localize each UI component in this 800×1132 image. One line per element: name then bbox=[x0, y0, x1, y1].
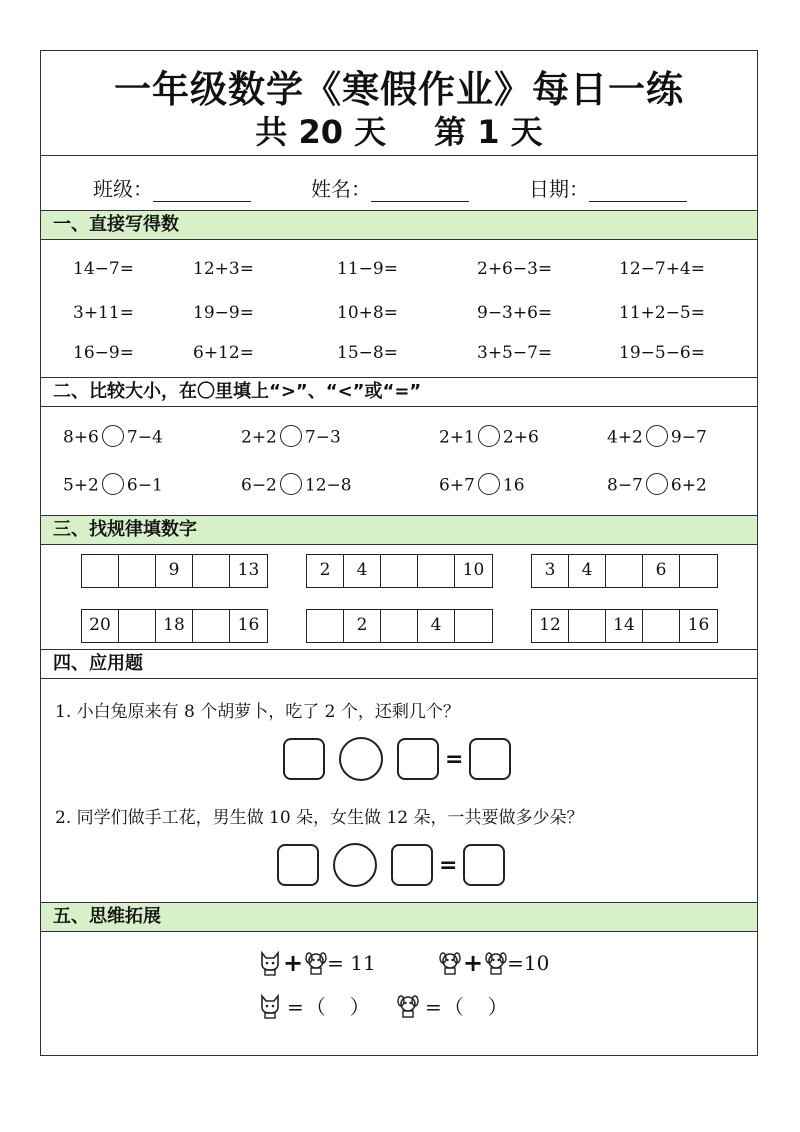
compare-circle[interactable] bbox=[646, 425, 668, 447]
dog-icon bbox=[397, 993, 419, 1019]
equation-1-result: = 11 bbox=[327, 951, 376, 975]
sequence-box[interactable] bbox=[643, 610, 680, 642]
sequence-box[interactable]: 12 bbox=[532, 610, 569, 642]
sequence-box[interactable] bbox=[606, 555, 643, 587]
plus-sign: + bbox=[463, 949, 484, 977]
cat-answer-blank: =（ ） bbox=[287, 995, 372, 1019]
comparison-item bbox=[439, 427, 539, 449]
comparison-right: 6−1 bbox=[126, 475, 163, 496]
day-counter bbox=[41, 107, 757, 153]
arithmetic-problem[interactable]: 3+5−7= bbox=[477, 343, 553, 363]
sequence-box[interactable]: 2 bbox=[307, 555, 344, 587]
sequence-box[interactable] bbox=[418, 555, 455, 587]
date-label: 日期： bbox=[529, 177, 589, 201]
comparison-item bbox=[607, 475, 707, 497]
title-block bbox=[41, 51, 757, 156]
question-1: 1. 小白兔原来有 8 个胡萝卜，吃了 2 个，还剩几个？ bbox=[55, 702, 460, 722]
arithmetic-problem[interactable]: 6+12= bbox=[193, 343, 254, 363]
cat-answer[interactable] bbox=[259, 991, 372, 1020]
dog-icon bbox=[439, 950, 461, 976]
equation-2-result: =10 bbox=[507, 951, 550, 975]
class-field[interactable] bbox=[93, 173, 251, 202]
number-sequence bbox=[306, 609, 493, 643]
number-sequence bbox=[81, 554, 268, 588]
sequence-box[interactable] bbox=[193, 555, 230, 587]
arithmetic-problem[interactable]: 2+6−3= bbox=[477, 259, 553, 279]
sequence-box[interactable]: 20 bbox=[82, 610, 119, 642]
comparison-item bbox=[63, 475, 163, 497]
equals-sign: = bbox=[439, 852, 458, 878]
question-2: 2. 同学们做手工花，男生做 10 朵，女生做 12 朵，一共要做多少朵？ bbox=[55, 808, 584, 828]
comparison-left: 6−2 bbox=[241, 475, 277, 496]
operator-circle[interactable] bbox=[333, 843, 377, 887]
number-sequence bbox=[306, 554, 493, 588]
comparison-right: 2+6 bbox=[502, 427, 539, 448]
sequence-box[interactable]: 18 bbox=[156, 610, 193, 642]
sequence-box[interactable] bbox=[680, 555, 717, 587]
sequence-box[interactable]: 2 bbox=[344, 610, 381, 642]
sequence-box[interactable] bbox=[82, 555, 119, 587]
sequence-box[interactable]: 4 bbox=[569, 555, 606, 587]
dog-icon bbox=[485, 950, 507, 976]
comparison-left: 4+2 bbox=[607, 427, 643, 448]
sequence-box[interactable]: 3 bbox=[532, 555, 569, 587]
section3-header: 三、找规律填数字 bbox=[41, 515, 757, 545]
answer-box[interactable] bbox=[391, 844, 433, 886]
current-day: 第 1 天 bbox=[434, 113, 543, 151]
dog-answer-blank: =（ ） bbox=[425, 995, 510, 1019]
comparison-item bbox=[241, 475, 352, 497]
equals-sign: = bbox=[445, 746, 464, 772]
class-blank[interactable] bbox=[153, 181, 251, 202]
number-sequence bbox=[531, 554, 718, 588]
compare-circle[interactable] bbox=[102, 425, 124, 447]
sequence-box[interactable] bbox=[455, 610, 492, 642]
comparison-left: 8+6 bbox=[63, 427, 99, 448]
comparison-left: 2+2 bbox=[241, 427, 277, 448]
comparison-left: 2+1 bbox=[439, 427, 475, 448]
arithmetic-problem[interactable]: 14−7= bbox=[73, 259, 134, 279]
puzzle-equation-2 bbox=[439, 949, 549, 977]
arithmetic-problem[interactable]: 12+3= bbox=[193, 259, 254, 279]
sequence-box[interactable]: 14 bbox=[606, 610, 643, 642]
sequence-box[interactable] bbox=[569, 610, 606, 642]
sequence-box[interactable] bbox=[119, 555, 156, 587]
answer-box[interactable] bbox=[397, 738, 439, 780]
arithmetic-problem[interactable]: 3+11= bbox=[73, 303, 134, 323]
section2-header: 二、比较大小，在〇里填上“>”、“<”或“=” bbox=[41, 377, 757, 407]
operator-circle[interactable] bbox=[339, 737, 383, 781]
number-sequence bbox=[81, 609, 268, 643]
compare-circle[interactable] bbox=[280, 425, 302, 447]
arithmetic-problem[interactable]: 10+8= bbox=[337, 303, 398, 323]
name-label: 姓名： bbox=[311, 177, 371, 201]
sequence-box[interactable]: 9 bbox=[156, 555, 193, 587]
sequence-box[interactable] bbox=[193, 610, 230, 642]
page-title: 一年级数学《寒假作业》每日一练 bbox=[114, 68, 684, 111]
comparison-left: 8−7 bbox=[607, 475, 643, 496]
result-box[interactable] bbox=[463, 844, 505, 886]
total-days: 共 20 天 bbox=[255, 113, 387, 151]
comparison-right: 6+2 bbox=[670, 475, 707, 496]
number-sequence bbox=[531, 609, 718, 643]
arithmetic-problem[interactable]: 9−3+6= bbox=[477, 303, 553, 323]
sequence-box[interactable]: 4 bbox=[344, 555, 381, 587]
dog-icon bbox=[305, 950, 327, 976]
answer-equation-2 bbox=[277, 843, 505, 887]
sequence-box[interactable]: 4 bbox=[418, 610, 455, 642]
answer-equation-1 bbox=[283, 737, 511, 781]
comparison-item bbox=[439, 475, 525, 497]
result-box[interactable] bbox=[469, 738, 511, 780]
comparison-item bbox=[63, 427, 163, 449]
section1-header: 一、直接写得数 bbox=[41, 210, 757, 240]
answer-box[interactable] bbox=[277, 844, 319, 886]
compare-circle[interactable] bbox=[478, 473, 500, 495]
comparison-right: 12−8 bbox=[304, 475, 352, 496]
plus-sign: + bbox=[283, 949, 304, 977]
name-field[interactable] bbox=[311, 173, 469, 202]
comparison-left: 6+7 bbox=[439, 475, 475, 496]
sequence-box[interactable]: 16 bbox=[687, 615, 710, 635]
sequence-box[interactable] bbox=[119, 610, 156, 642]
arithmetic-problem[interactable]: 15−8= bbox=[337, 343, 398, 363]
comparison-item bbox=[607, 427, 707, 449]
class-label: 班级： bbox=[93, 177, 153, 201]
name-blank[interactable] bbox=[371, 181, 469, 202]
student-info-row bbox=[41, 155, 757, 211]
compare-circle[interactable] bbox=[478, 425, 500, 447]
sequence-box[interactable]: 13 bbox=[237, 560, 260, 580]
comparison-left: 5+2 bbox=[63, 475, 99, 496]
section5-header: 五、思维拓展 bbox=[41, 902, 757, 932]
worksheet bbox=[40, 50, 758, 1056]
compare-circle[interactable] bbox=[646, 473, 668, 495]
arithmetic-problem[interactable]: 19−9= bbox=[193, 303, 254, 323]
date-field[interactable] bbox=[529, 173, 687, 202]
comparison-right: 7−3 bbox=[304, 427, 341, 448]
arithmetic-problem[interactable]: 11−9= bbox=[337, 259, 398, 279]
cat-icon bbox=[259, 950, 281, 976]
sequence-box[interactable]: 16 bbox=[237, 615, 260, 635]
sequence-box[interactable] bbox=[381, 555, 418, 587]
comparison-right: 16 bbox=[502, 475, 525, 496]
sequence-box[interactable] bbox=[307, 610, 344, 642]
sequence-box[interactable] bbox=[381, 610, 418, 642]
cat-icon bbox=[259, 993, 281, 1019]
compare-circle[interactable] bbox=[280, 473, 302, 495]
compare-circle[interactable] bbox=[102, 473, 124, 495]
sequence-box[interactable]: 10 bbox=[462, 560, 485, 580]
comparison-right: 9−7 bbox=[670, 427, 707, 448]
arithmetic-problem[interactable]: 16−9= bbox=[73, 343, 134, 363]
answer-box[interactable] bbox=[283, 738, 325, 780]
comparison-item bbox=[241, 427, 341, 449]
arithmetic-problem[interactable]: 19−5−6= bbox=[619, 343, 705, 363]
arithmetic-problem[interactable]: 12−7+4= bbox=[619, 259, 705, 279]
arithmetic-problem[interactable]: 11+2−5= bbox=[619, 303, 705, 323]
date-blank[interactable] bbox=[589, 181, 687, 202]
dog-answer[interactable] bbox=[397, 991, 510, 1020]
puzzle-equation-1 bbox=[259, 949, 376, 977]
sequence-box[interactable]: 6 bbox=[643, 555, 680, 587]
comparison-right: 7−4 bbox=[126, 427, 163, 448]
section4-header: 四、应用题 bbox=[41, 649, 757, 679]
